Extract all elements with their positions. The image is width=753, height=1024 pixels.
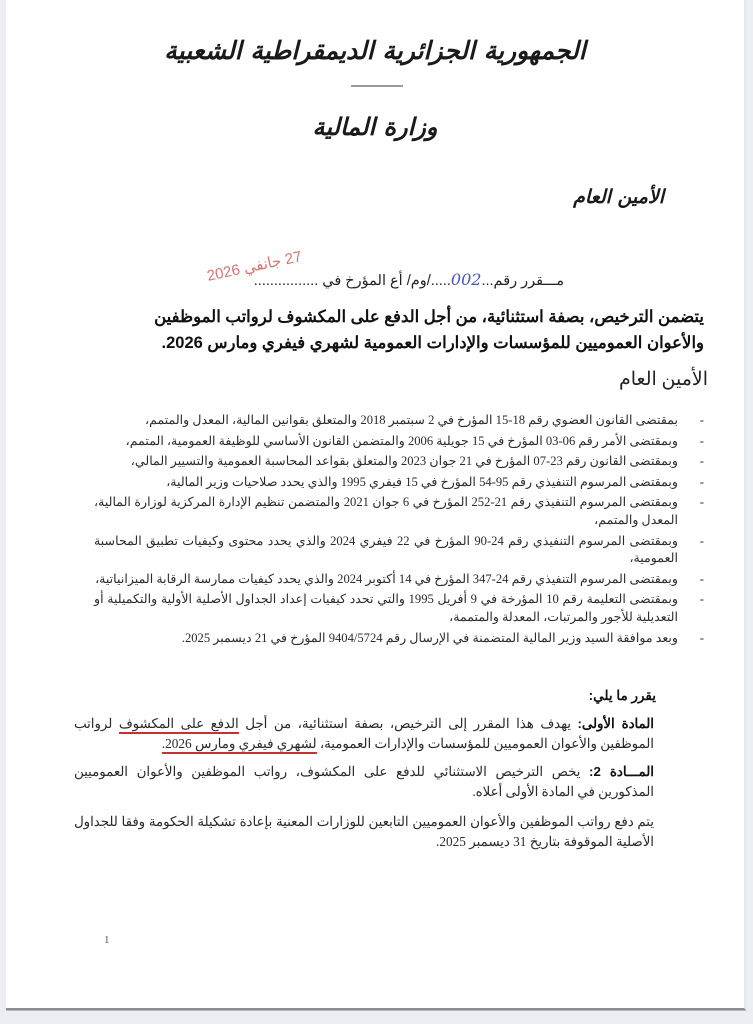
republic-header: الجمهورية الجزائرية الديمقراطية الشعبية: [164, 36, 586, 65]
handwritten-decision-number: 002: [450, 270, 482, 289]
bullet-dash: -: [699, 495, 704, 510]
ministry-name: وزارة المالية: [312, 112, 438, 141]
bullet-dash: -: [699, 533, 704, 548]
bullet-dash: -: [699, 592, 704, 607]
bullet-dash: -: [699, 413, 704, 427]
bullet-dash: -: [699, 433, 704, 448]
date-stamp: 27 جانفي 2026: [205, 248, 304, 285]
signatory-heading: الأمين العام: [618, 369, 708, 390]
subject-line-2: والأعوان العموميين للمؤسسات والإدارات العمومية لشهري فيفري ومارس 2026.: [161, 334, 704, 352]
header-divider: [351, 85, 403, 87]
decision-subject: [104, 304, 704, 356]
legal-reference: - وبمقتضى الأمر رقم 06-03 المؤرخ في 15 جويلية 2006 والمتضمن القانون الأساسي للوظيفة العمومية، المتمم،: [94, 433, 704, 451]
legal-reference: - وبمقتضى المرسوم التنفيذي رقم 24-347 المؤرخ في 14 أكتوبر 2024 والذي يحدد كيفيات ممارسة الرقابة الميزانياتية،: [94, 571, 704, 589]
bullet-dash: -: [699, 454, 704, 469]
article-2-paragraph-2: يتم دفع رواتب الموظفين والأعوان العموميين التابعين للوزارات المعنية بإعادة تشكيلة الحكومة وفقا للجداول الأصلية الموقوفة بتاريخ 31 ديسمبر 2025.: [74, 814, 654, 849]
legal-reference: - وبعد موافقة السيد وزير المالية المتضمنة في الإرسال رقم 9404/5724 المؤرخ في 21 ديسمبر 2025.: [94, 630, 704, 648]
decides-heading: يقرر ما يلي:: [588, 688, 656, 703]
legal-reference: - وبمقتضى المرسوم التنفيذي رقم 24-90 المؤرخ في 22 فيفري 2024 والذي يحدد محتوى وكيفيات تطبيق المحاسبة العمومية،: [94, 533, 704, 566]
legal-reference: - وبمقتضى المرسوم التنفيذي رقم 95-54 المؤرخ في 15 فيفري 1995 والذي يحدد صلاحيات وزير المالية،: [94, 474, 704, 492]
legal-reference: - وبمقتضى القانون رقم 23-07 المؤرخ في 21 جوان 2023 والمتعلق بقواعد المحاسبة العمومية والتسيير المالي،: [94, 453, 704, 471]
document-page: [6, 0, 746, 1010]
subject-line-1: يتضمن الترخيص، بصفة استثنائية، من أجل الدفع على المكشوف لرواتب الموظفين: [154, 308, 704, 326]
legal-reference: - وبمقتضى المرسوم التنفيذي رقم 21-252 المؤرخ في 6 جوان 2021 والمتضمن تنظيم الإدارة المركزية لوزارة المالية، المعدل والمتمم،: [94, 495, 704, 527]
decision-prefix: مـــقرر رقم...: [481, 273, 564, 289]
decision-middle: ...../وم/ أع المؤرخ في ................: [253, 273, 451, 289]
underlined-overdraft: الدفع على المكشوف: [119, 716, 239, 734]
issuer-title: الأمين العام: [573, 186, 664, 208]
legal-reference: - بمقتضى القانون العضوي رقم 18-15 المؤرخ في 2 سبتمبر 2018 والمتعلق بقوانين المالية، المعدل والمتمم،: [94, 412, 704, 430]
legal-references-list: [94, 412, 704, 650]
legal-reference: - وبمقتضى التعليمة رقم 10 المؤرخة في 9 أفريل 1995 والتي تحدد كيفيات إعداد الجداول الأصلية الأولية والتكميلية أو التعديلية للأجور والمرتبات، المعدلة والمتممة،: [94, 592, 704, 624]
decision-number-line: [254, 270, 564, 289]
page-number: 1: [104, 934, 110, 946]
bullet-dash: -: [699, 571, 704, 586]
article-1: المادة الأولى: يهدف هذا المقرر إلى الترخيص، بصفة استثنائية، من أجل الدفع على المكشوف لرواتب الموظفين والأعوان العموميين للمؤسسات والإدارات العمومية، لشهري فيفري ومارس 2026.: [74, 714, 654, 754]
article-1-label: المادة الأولى:: [577, 716, 654, 731]
article-2: المـــادة 2: يخص الترخيص الاستثنائي للدفع على المكشوف، رواتب الموظفين والأعوان العموميين المذكورين في المادة الأولى أعلاه.: [74, 764, 654, 799]
bullet-dash: -: [699, 630, 704, 645]
underlined-months: لشهري فيفري ومارس 2026.: [162, 736, 317, 754]
article-2-label: المـــادة 2:: [589, 764, 654, 779]
bullet-dash: -: [699, 474, 704, 489]
